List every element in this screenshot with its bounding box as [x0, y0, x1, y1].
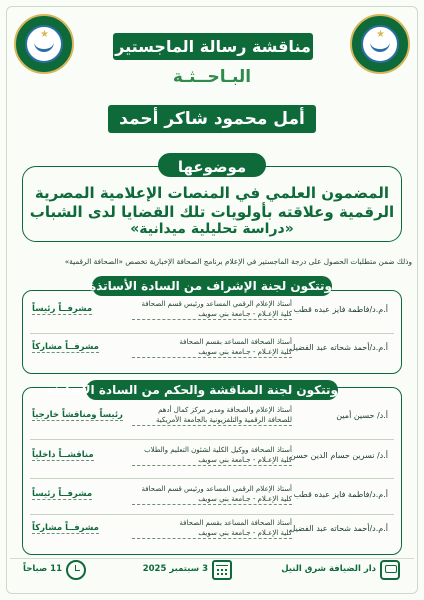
member-desc-line: للصحافة الرقمية والتلفزيونية بالجامعة الأمريكية: [155, 416, 292, 424]
committee-row: [26, 444, 398, 472]
logo-emblem-icon: ★: [361, 25, 399, 63]
member-name: أ.د/ نسرين حسام الدين حسن: [289, 451, 388, 460]
member-desc-line: كلية الإعـلام - جـامعة بني سويف: [198, 456, 292, 464]
topic-line-3: «دراسة تحليلية ميدانية»: [130, 221, 294, 237]
university-logo-left: [14, 14, 74, 74]
topic-label: موضوعها: [158, 153, 266, 177]
member-description: [132, 484, 292, 505]
row-divider: [30, 333, 394, 334]
member-desc-line: أستاذ الصحافة المساعد بقسم الصحافة: [179, 338, 292, 346]
member-role: مناقشــاً داخلياً: [32, 450, 94, 460]
member-desc-line: كلية الإعـلام - جـامعة بني سويف: [198, 495, 292, 503]
committee-heading: وتتكون لجنة المناقشة والحكم من السادة الأساتذة: [86, 380, 338, 400]
member-description: [132, 299, 292, 320]
member-desc-line: أستاذ الصحافة ووكيل الكلية لشئون التعليم والطلاب: [144, 446, 292, 454]
row-divider: [30, 478, 394, 479]
committee-row: [26, 404, 398, 432]
member-description: [132, 445, 292, 466]
supervisor-row: [26, 336, 398, 364]
footer-divider: [10, 558, 414, 559]
member-desc-line: كلية الإعـلام - جـامعة بني سويف: [198, 529, 292, 537]
member-role: مشرفــاً رئيساً: [32, 489, 93, 499]
location-icon: [380, 560, 400, 580]
member-desc-line: أستاذ الإعلام والصحافة ومدير مركز كمال أدهم: [158, 406, 292, 414]
footer-date: 3 سبتمبر 2025: [142, 564, 208, 574]
committee-row: [26, 483, 398, 511]
calendar-icon: [212, 560, 232, 580]
researcher-label: البـاحــثـة: [172, 67, 252, 87]
member-name: أ.م.د/أحمد شحاته عبد الفضيل: [289, 343, 388, 352]
member-role: رئيساً ومناقشاً خارجياً: [32, 410, 123, 420]
topic-line-2: الرقمية وعلاقته بأولويات تلك القضايا لدى الشباب: [29, 203, 395, 221]
member-role: مشرفــاً مشاركاً: [32, 523, 99, 533]
member-role: مشرفــاً مشاركاً: [32, 342, 99, 352]
member-description: [132, 405, 292, 426]
page-title: مناقشة رسالة الماجستير: [113, 33, 313, 60]
footer-time: 11 صباحاً: [23, 564, 62, 574]
clock-icon: [66, 560, 86, 580]
member-description: [132, 337, 292, 358]
member-desc-line: كلية الإعـلام - جـامعة بني سويف: [198, 348, 292, 356]
researcher-name: أمل محمود شاكر أحمد: [108, 105, 316, 133]
degree-note: وذلك ضمن متطلبات الحصول على درجة الماجستير في الإعلام برنامج الصحافة الإخبارية تخصص «الصحافة الرقمية»: [64, 257, 412, 266]
member-name: أ.د/ حسين أمين: [336, 411, 388, 420]
member-name: أ.م.د/فاطمة فايز عبده قطب: [293, 490, 388, 499]
committee-row: [26, 517, 398, 545]
member-desc-line: كلية الإعـلام - جـامعة بني سويف: [198, 310, 292, 318]
member-desc-line: أستاذ الإعلام الرقمي المساعد ورئيس قسم الصحافة: [141, 300, 292, 308]
logo-emblem-icon: ★: [25, 25, 63, 63]
row-divider: [30, 439, 394, 440]
footer-location: دار الضيافة شرق النيل: [281, 564, 376, 574]
supervisor-row: [26, 298, 398, 326]
member-description: [132, 518, 292, 539]
university-logo-right: [350, 14, 410, 74]
supervision-heading: وتتكون لجنة الإشراف من السادة الأساتذة: [92, 276, 332, 296]
member-role: مشرفــاً رئيساً: [32, 304, 93, 314]
topic-line-1: المضمون العلمي في المنصات الإعلامية المصرية: [34, 184, 390, 202]
row-divider: [30, 514, 394, 515]
member-name: أ.م.د/فاطمة فايز عبده قطب: [293, 305, 388, 314]
member-desc-line: أستاذ الإعلام الرقمي المساعد ورئيس قسم الصحافة: [141, 485, 292, 493]
member-name: أ.م.د/أحمد شحاته عبد الفضيل: [289, 524, 388, 533]
member-desc-line: أستاذ الصحافة المساعد بقسم الصحافة: [179, 519, 292, 527]
